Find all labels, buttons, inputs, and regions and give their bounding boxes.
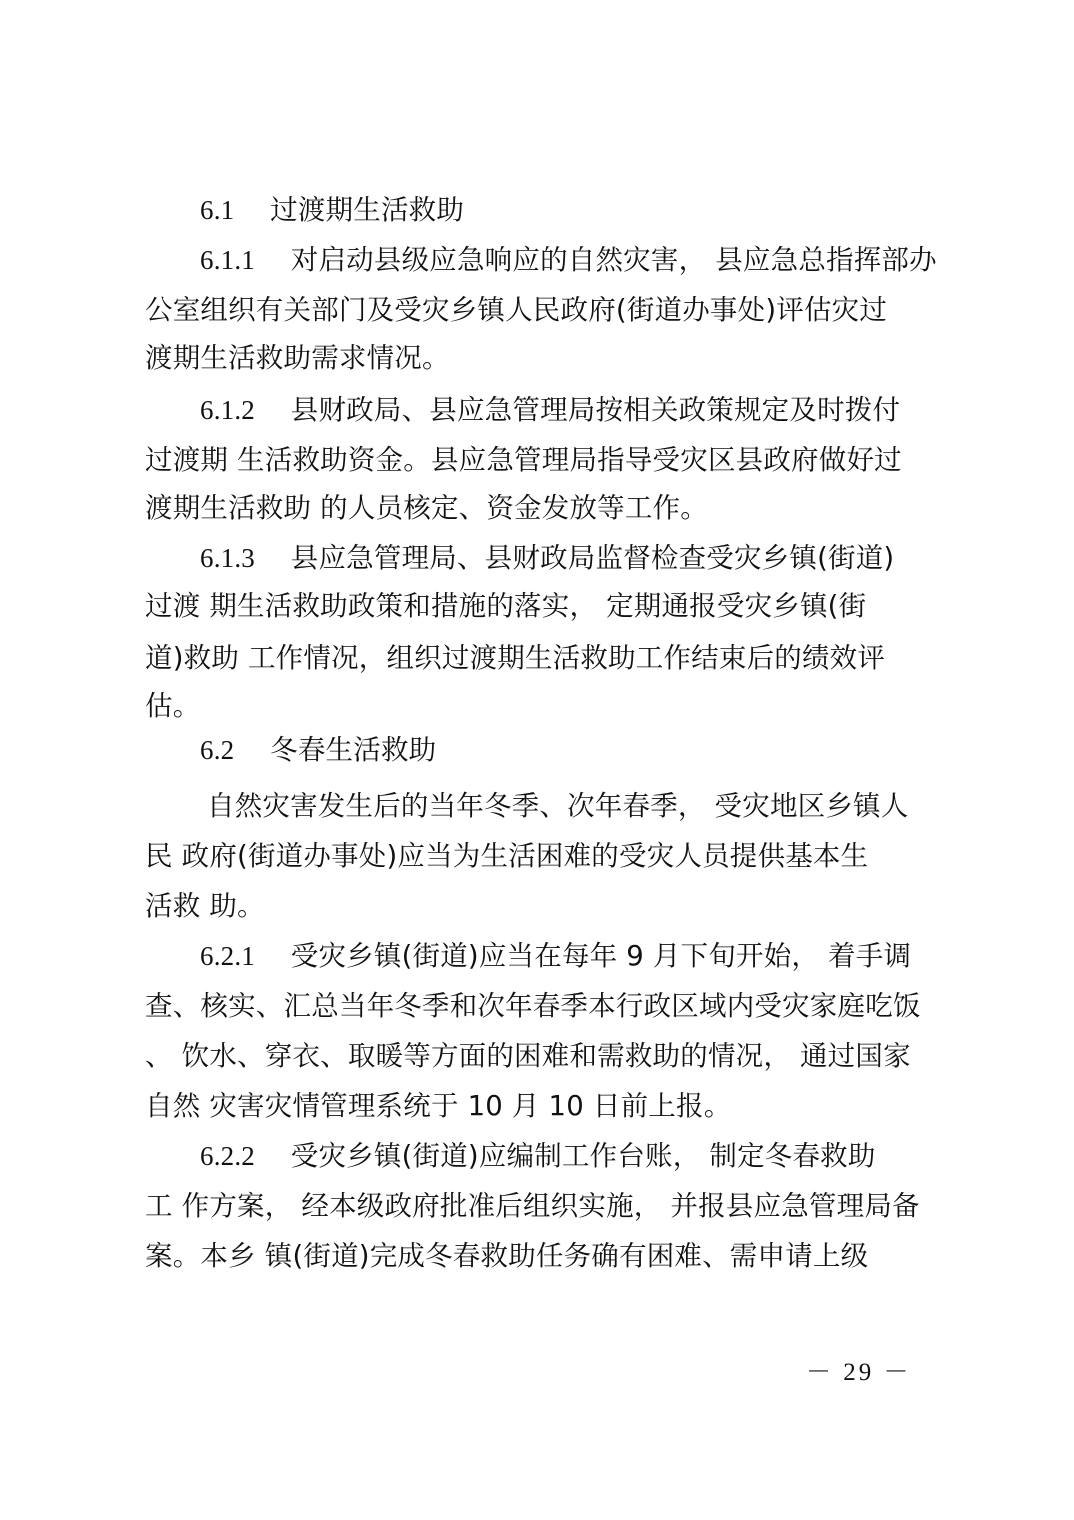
clause-number: 6.1.3: [200, 543, 255, 573]
clause-6-2-2-line-3: 案。本乡 镇(街道)完成冬春救助任务确有困难、需申请上级: [145, 1240, 869, 1272]
clause-text: 受灾乡镇(街道)应当在每年 9 月下旬开始， 着手调: [290, 940, 912, 972]
clause-text: 县应急管理局、县财政局监督检查受灾乡镇(街道): [290, 542, 895, 574]
clause-6-1-3-line-4: 估。: [145, 690, 201, 722]
section-title: 冬春生活救助: [270, 734, 437, 766]
clause-6-2-1-line-1: [200, 938, 911, 974]
clause-number: 6.1.2: [200, 395, 255, 425]
section-heading-6-1: [200, 192, 464, 228]
clause-6-1-3-line-3: 道)救助 工作情况，组织过渡期生活救助工作结束后的绩效评: [145, 642, 886, 674]
clause-6-1-3-line-2: 过渡 期生活救助政策和措施的落实， 定期通报受灾乡镇(街: [145, 590, 867, 622]
section-number: 6.2: [200, 735, 235, 765]
clause-6-2-1-line-4: 自然 灾害灾情管理系统于 10 月 10 日前上报。: [145, 1090, 732, 1122]
clause-6-2-1-line-3: 、 饮水、穿衣、取暖等方面的困难和需救助的情况， 通过国家: [145, 1040, 911, 1072]
clause-text: 受灾乡镇(街道)应编制工作台账， 制定冬春救助: [290, 1140, 876, 1172]
paragraph-6-2-line-1: 自然灾害发生后的当年冬季、次年春季， 受灾地区乡镇人: [207, 790, 909, 822]
clause-6-1-2-line-3: 渡期生活救助 的人员核定、资金发放等工作。: [145, 492, 708, 524]
clause-text: 对启动县级应急响应的自然灾害， 县应急总指挥部办: [290, 244, 937, 276]
section-heading-6-2: [200, 732, 436, 768]
clause-number: 6.2.1: [200, 941, 255, 971]
section-number: 6.1: [200, 195, 235, 225]
clause-6-2-1-line-2: 查、核实、汇总当年冬季和次年春季本行政区域内受灾家庭吃饭: [145, 990, 921, 1022]
section-title: 过渡期生活救助: [270, 194, 465, 226]
clause-6-1-2-line-2: 过渡期 生活救助资金。县应急管理局指导受灾区县政府做好过: [145, 444, 902, 476]
clause-6-1-1-line-2: 公室组织有关部门及受灾乡镇人民政府(街道办事处)评估灾过: [145, 294, 888, 326]
clause-6-1-1-line-1: [200, 242, 937, 278]
clause-6-1-2-line-1: [200, 392, 900, 428]
clause-6-1-1-line-3: 渡期生活救助需求情况。: [145, 342, 450, 374]
clause-6-2-2-line-1: [200, 1138, 876, 1174]
page-number: － 29 －: [806, 1359, 912, 1386]
clause-text: 县财政局、县应急管理局按相关政策规定及时拨付: [290, 394, 901, 426]
clause-number: 6.1.1: [200, 245, 255, 275]
paragraph-6-2-line-3: 活救 助。: [145, 890, 265, 922]
paragraph-6-2-line-2: 民 政府(街道办事处)应当为生活困难的受灾人员提供基本生: [145, 840, 869, 872]
clause-6-1-3-line-1: [200, 540, 894, 576]
clause-number: 6.2.2: [200, 1141, 255, 1171]
clause-6-2-2-line-2: 工 作方案， 经本级政府批准后组织实施， 并报县应急管理局备: [145, 1190, 920, 1222]
